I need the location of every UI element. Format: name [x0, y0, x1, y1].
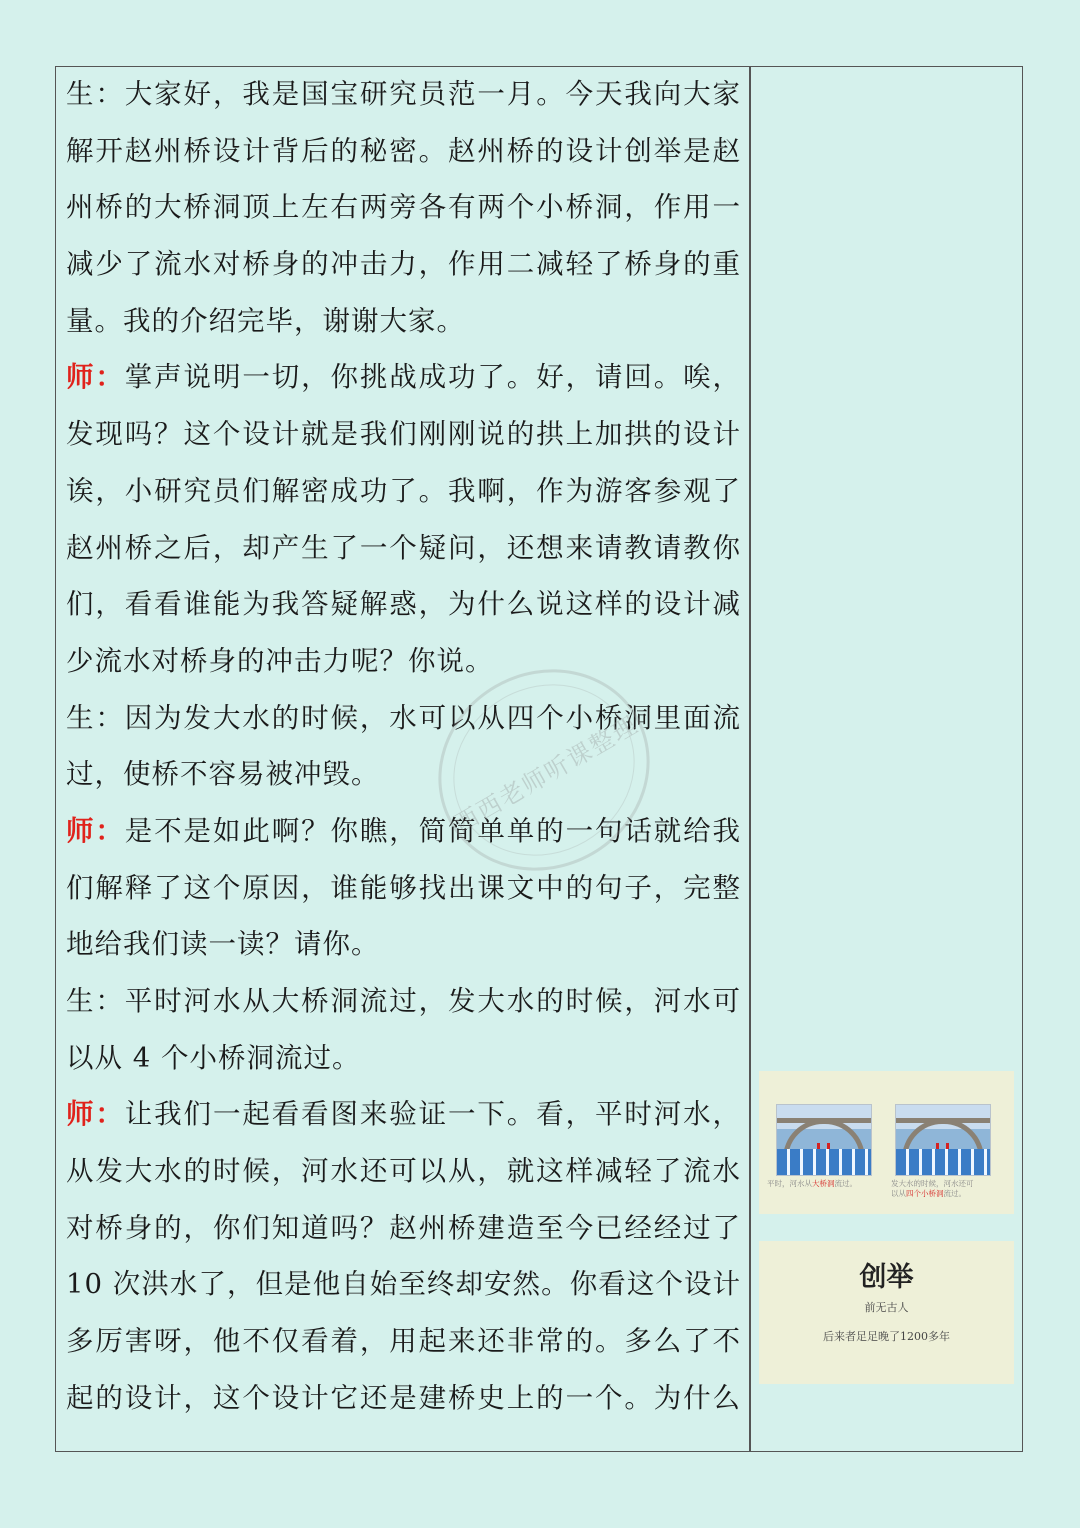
line-text: 们解释了这个原因，谁能够找出课文中的句子，完整	[66, 871, 741, 904]
transcript-line	[66, 1143, 741, 1200]
transcript-line	[66, 66, 741, 123]
transcript-line	[66, 860, 741, 917]
line-text: 减少了流水对桥身的冲击力，作用二减轻了桥身的重	[66, 248, 741, 281]
transcript-line	[66, 803, 741, 860]
watermark-text: 西西老师听课整理	[449, 710, 644, 839]
slide-title: 创举	[859, 1262, 914, 1293]
chuangju-slide-thumbnail	[759, 1241, 1014, 1384]
bridge-flood-image	[895, 1104, 991, 1176]
line-text: 平时河水从大桥洞流过，发大水的时候，河水可	[124, 985, 741, 1017]
transcript-line	[66, 1256, 741, 1313]
lesson-transcript	[66, 66, 741, 1427]
speaker-label: 师：	[66, 1098, 125, 1131]
bridge-slide-thumbnail	[759, 1071, 1014, 1214]
column-divider	[749, 66, 751, 1452]
line-text: 量。我的介绍完毕，谢谢大家。	[66, 304, 465, 337]
line-text: 对桥身的，你们知道吗？赵州桥建造至今已经经过了	[66, 1211, 741, 1244]
line-text: 赵州桥之后，却产生了一个疑问，还想来请教请教你	[66, 531, 741, 564]
transcript-line	[66, 236, 741, 293]
transcript-line	[66, 1370, 741, 1427]
speaker-label: 师：	[66, 814, 125, 847]
line-text: 过，使桥不容易被冲毁。	[66, 758, 380, 791]
transcript-line	[66, 406, 741, 463]
transcript-line	[66, 690, 741, 747]
transcript-line	[66, 349, 741, 406]
transcript-line	[66, 1313, 741, 1370]
speaker-label: 生：	[66, 701, 125, 734]
transcript-line	[66, 633, 741, 690]
line-text: 地给我们读一读？请你。	[66, 928, 380, 961]
transcript-line	[66, 746, 741, 803]
slide-subtitle-1: 前无古人	[864, 1301, 909, 1314]
line-text: 从发大水的时候，河水还可以从，就这样减轻了流水	[66, 1155, 741, 1188]
line-text: 大家好，我是国宝研究员范一月。今天我向大家	[124, 78, 741, 110]
line-text: 是不是如此啊？你瞧，简简单单的一句话就给我	[124, 814, 741, 847]
line-text: 让我们一起看看图来验证一下。看，平时河水，	[124, 1098, 741, 1131]
transcript-line	[66, 576, 741, 633]
line-text: 以从 4 个小桥洞流过。	[66, 1041, 361, 1074]
line-text: 多厉害呀，他不仅看着，用起来还非常的。多么了不	[66, 1325, 741, 1358]
speaker-label: 生：	[66, 985, 125, 1017]
line-text: 们，看看谁能为我答疑解惑，为什么说这样的设计减	[66, 588, 741, 621]
transcript-line	[66, 1086, 741, 1143]
transcript-line	[66, 1030, 741, 1087]
transcript-line	[66, 463, 741, 520]
line-text: 因为发大水的时候，水可以从四个小桥洞里面流	[124, 701, 741, 734]
line-text: 掌声说明一切，你挑战成功了。好，请回。唉，	[124, 361, 741, 394]
line-text: 诶，小研究员们解密成功了。我啊，作为游客参观了	[66, 474, 741, 507]
caption-normal: 平时，河水从大桥洞流过。	[767, 1179, 857, 1188]
line-text: 起的设计，这个设计它还是建桥史上的一个。为什么	[66, 1381, 741, 1414]
line-text: 少流水对桥身的冲击力呢？你说。	[66, 644, 494, 677]
transcript-line	[66, 123, 741, 180]
bridge-normal-image	[776, 1104, 872, 1176]
transcript-line	[66, 973, 741, 1030]
caption-flood: 发大水的时候，河水还可 以从四个小桥洞流过。	[891, 1179, 974, 1198]
speaker-label: 师：	[66, 361, 125, 394]
transcript-line	[66, 916, 741, 973]
transcript-line	[66, 293, 741, 350]
line-text: 州桥的大桥洞顶上左右两旁各有两个小桥洞，作用一	[66, 191, 741, 224]
line-text: 10 次洪水了，但是他自始至终却安然。你看这个设计	[66, 1268, 741, 1301]
transcript-line	[66, 520, 741, 577]
slide-subtitle-2: 后来者足足晚了1200多年	[823, 1330, 950, 1343]
line-text: 发现吗？这个设计就是我们刚刚说的拱上加拱的设计	[66, 418, 741, 451]
line-text: 解开赵州桥设计背后的秘密。赵州桥的设计创举是赵	[66, 134, 741, 167]
transcript-line	[66, 1200, 741, 1257]
speaker-label: 生：	[66, 78, 125, 110]
transcript-line	[66, 179, 741, 236]
